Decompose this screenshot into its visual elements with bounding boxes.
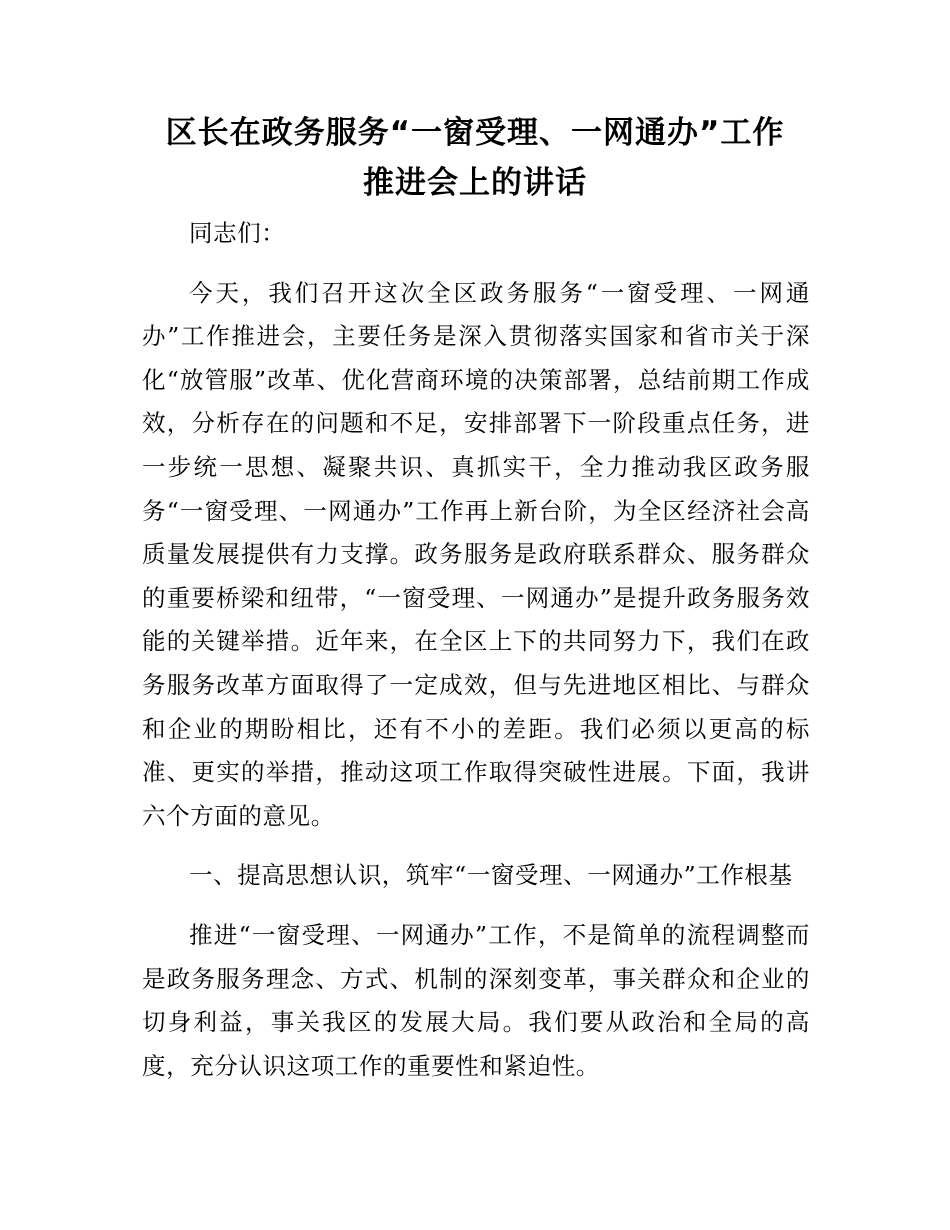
greeting: 同志们：	[189, 219, 286, 247]
document-body	[142, 212, 810, 1088]
title-line-2: 推进会上的讲话	[363, 165, 587, 201]
title-line-1: 区长在政务服务“一窗受理、一网通办”工作	[165, 115, 785, 151]
section-paragraph: 推进“一窗受理、一网通办”工作，不是简单的流程调整而是政务服务理念、方式、机制的深刻变革，事关群众和企业的切身利益，事关我区的发展大局。我们要从政治和全局的高度，充分认识这项工作的重要性和紧迫性。	[142, 920, 810, 1080]
section-heading: 一、提高思想认识，筑牢“一窗受理、一网通办”工作根基	[189, 861, 793, 890]
intro-paragraph: 今天，我们召开这次全区政务服务“一窗受理、一网通办”工作推进会，主要任务是深入贯彻落实国家和省市关于深化“放管服”改革、优化营商环境的决策部署，总结前期工作成效，分析存在的问题和不足，安排部署下一阶段重点任务，进一步统一思想、凝聚共识、真抓实干，全力推动我区政务服务“一窗受理、一网通办”工作再上新台阶，为全区经济社会高质量发展提供有力支撑。政务服务是政府联系群众、服务群众的重要桥梁和纽带，“一窗受理、一网通办”是提升政务服务效能的关键举措。近年来，在全区上下的共同努力下，我们在政务服务改革方面取得了一定成效，但与先进地区相比、与群众和企业的期盼相比，还有不小的差距。我们必须以更高的标准、更实的举措，推动这项工作取得突破性进展。下面，我讲六个方面的意见。	[142, 278, 810, 830]
document-title	[100, 108, 850, 208]
